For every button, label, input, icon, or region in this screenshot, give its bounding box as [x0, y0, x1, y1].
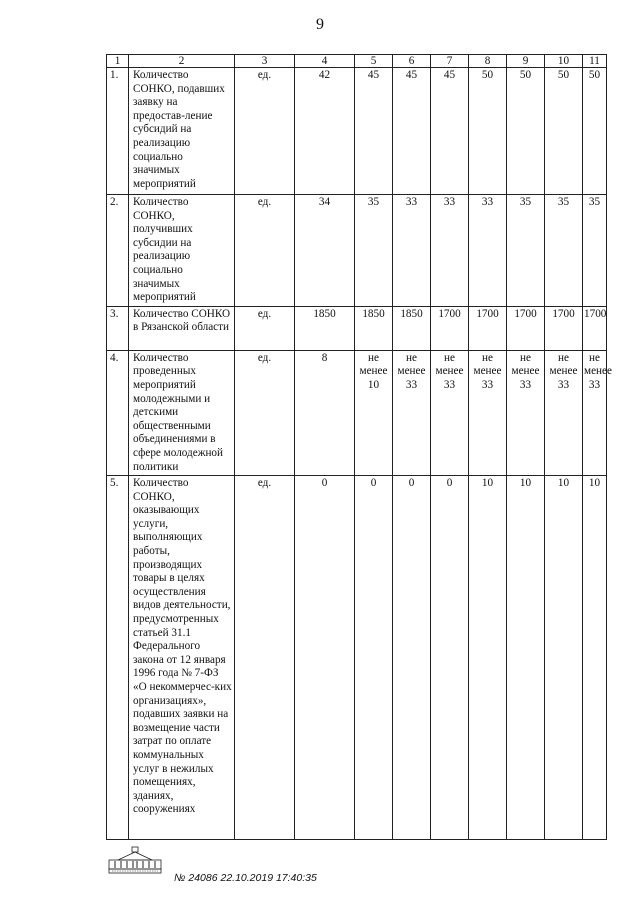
- indicator-name: Количество СОНКО, получивших субсидии на реализацию социально значимых мероприятий: [129, 195, 235, 307]
- value-cell: 50: [507, 68, 545, 195]
- header-cell: 11: [583, 55, 607, 68]
- header-cell: 4: [295, 55, 355, 68]
- row-number: 2.: [107, 195, 129, 307]
- value-cell: 33: [431, 195, 469, 307]
- value-cell: 50: [583, 68, 607, 195]
- value-cell: не менее 33: [545, 350, 583, 475]
- value-cell: 0: [295, 476, 355, 840]
- unit-cell: ед.: [235, 306, 295, 350]
- value-cell: 10: [545, 476, 583, 840]
- value-cell: 50: [469, 68, 507, 195]
- value-cell: не менее 33: [507, 350, 545, 475]
- header-cell: 6: [393, 55, 431, 68]
- value-cell: 8: [295, 350, 355, 475]
- value-cell: 0: [355, 476, 393, 840]
- unit-cell: ед.: [235, 476, 295, 840]
- row-number: 1.: [107, 68, 129, 195]
- unit-cell: ед.: [235, 68, 295, 195]
- registration-number-datetime: 24086 22.10.2019 17:40:35: [188, 872, 317, 884]
- value-cell: 45: [355, 68, 393, 195]
- row-number: 3.: [107, 306, 129, 350]
- value-cell: 1850: [295, 306, 355, 350]
- table-row: [107, 476, 607, 840]
- value-cell: 1850: [393, 306, 431, 350]
- table-row: [107, 306, 607, 350]
- row-number: 4.: [107, 350, 129, 475]
- header-cell: 8: [469, 55, 507, 68]
- value-cell: 1700: [583, 306, 607, 350]
- header-cell: 7: [431, 55, 469, 68]
- value-cell: 34: [295, 195, 355, 307]
- value-cell: не менее 33: [583, 350, 607, 475]
- indicators-table: [106, 54, 612, 840]
- indicator-name: Количество СОНКО, подавших заявку на предостав-ление субсидий на реализацию социально значимых мероприятий: [129, 68, 235, 195]
- indicator-name: Количество СОНКО, оказывающих услуги, выполняющих работы, производящих товары в целях осуществления видов деятельности, предусмотренных статьей 31.1 Федерального закона от 12 января 1996 года № 7-ФЗ «О некоммерчес-ких организациях», подавших заявки на возмещение части затрат по оплате коммунальных услуг в нежилых помещениях, зданиях, сооружениях: [129, 476, 235, 840]
- table-row: [107, 195, 607, 307]
- value-cell: не менее 33: [469, 350, 507, 475]
- value-cell: 50: [545, 68, 583, 195]
- value-cell: 0: [393, 476, 431, 840]
- value-cell: 33: [469, 195, 507, 307]
- header-cell: 2: [129, 55, 235, 68]
- value-cell: 45: [393, 68, 431, 195]
- indicators-table-container: [106, 54, 612, 840]
- value-cell: 1850: [355, 306, 393, 350]
- unit-cell: ед.: [235, 195, 295, 307]
- value-cell: 1700: [469, 306, 507, 350]
- header-cell: 10: [545, 55, 583, 68]
- indicator-name: Количество СОНКО в Рязанской области: [129, 306, 235, 350]
- value-cell: 0: [431, 476, 469, 840]
- header-cell: 1: [107, 55, 129, 68]
- value-cell: не менее 33: [393, 350, 431, 475]
- header-cell: 9: [507, 55, 545, 68]
- header-cell: 3: [235, 55, 295, 68]
- header-cell: 5: [355, 55, 393, 68]
- value-cell: 10: [507, 476, 545, 840]
- value-cell: 35: [507, 195, 545, 307]
- value-cell: 45: [431, 68, 469, 195]
- page-number: 9: [316, 16, 324, 33]
- value-cell: 10: [583, 476, 607, 840]
- value-cell: 1700: [507, 306, 545, 350]
- government-building-stamp-icon: [108, 846, 162, 879]
- value-cell: 35: [355, 195, 393, 307]
- value-cell: 42: [295, 68, 355, 195]
- value-cell: не менее 33: [431, 350, 469, 475]
- row-number: 5.: [107, 476, 129, 840]
- table-row: [107, 350, 607, 475]
- indicator-name: Количество проведенных мероприятий молодежными и детскими общественными объединениями в сфере молодежной политики: [129, 350, 235, 475]
- value-cell: 35: [583, 195, 607, 307]
- value-cell: 1700: [431, 306, 469, 350]
- unit-cell: ед.: [235, 350, 295, 475]
- table-body: [107, 55, 612, 840]
- value-cell: 33: [393, 195, 431, 307]
- value-cell: 35: [545, 195, 583, 307]
- table-row: [107, 68, 607, 195]
- number-sign: №: [174, 872, 186, 884]
- value-cell: 1700: [545, 306, 583, 350]
- table-header-row: [107, 55, 607, 68]
- value-cell: 10: [469, 476, 507, 840]
- value-cell: не менее 10: [355, 350, 393, 475]
- registration-stamp: [174, 872, 317, 884]
